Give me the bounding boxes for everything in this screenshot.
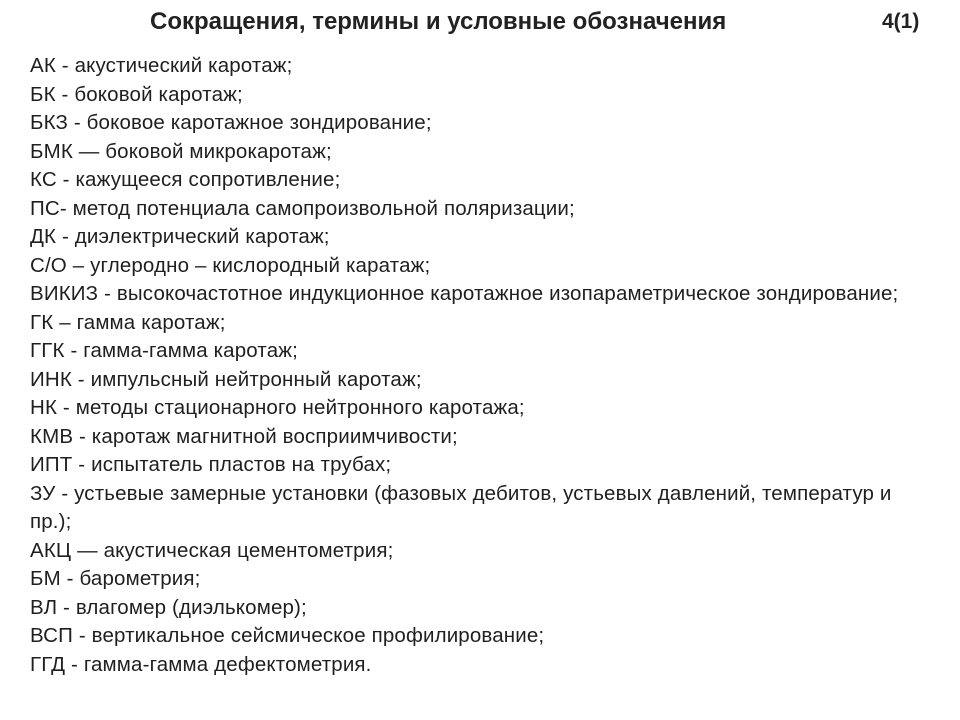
term-ak: АК - акустический каротаж; xyxy=(30,54,293,77)
page-number: 4(1) xyxy=(882,10,920,33)
term-ggk: ГГК - гамма-гамма каротаж; xyxy=(30,339,298,362)
term-bkz: БКЗ - боковое каротажное зондирование; xyxy=(30,111,432,134)
term-ps: ПС- метод потенциала самопроизвольной поляризации; xyxy=(30,196,575,220)
term-bmk: БМК — боковой микрокаротаж; xyxy=(30,139,332,163)
term-dk: ДК - диэлектрический каротаж; xyxy=(30,225,330,248)
term-nk: НК - методы стационарного нейтронного каротажа; xyxy=(30,396,525,419)
term-vikiz: ВИКИЗ - высокочастотное индукционное каротажное изопараметрическое зондирование; xyxy=(30,282,899,305)
term-bm: БМ - барометрия; xyxy=(30,567,201,590)
term-kmv: КМВ - каротаж магнитной восприимчивости; xyxy=(30,424,458,448)
term-vsp: ВСП - вертикальное сейсмическое профилирование; xyxy=(30,624,545,647)
term-ink: ИНК - импульсный нейтронный каротаж; xyxy=(30,367,422,391)
term-zu: ЗУ - устьевые замерные установки (фазовых дебитов, устьевых давлений, температур и пр.); xyxy=(30,481,892,533)
term-ipt: ИПТ - испытатель пластов на трубах; xyxy=(30,453,392,476)
term-akc: АКЦ — акустическая цементометрия; xyxy=(30,538,394,562)
term-bk: БК - боковой каротаж; xyxy=(30,82,243,106)
slide-title: Сокращения, термины и условные обозначения xyxy=(150,8,727,35)
terms-list xyxy=(30,52,930,679)
term-vl: ВЛ - влагомер (диэлькомер); xyxy=(30,595,307,619)
term-ggd: ГГД - гамма-гамма дефектометрия. xyxy=(30,652,372,676)
term-gk: ГК – гамма каротаж; xyxy=(30,310,226,334)
term-co: С/О – углеродно – кислородный каратаж; xyxy=(30,253,431,277)
term-ks: КС - кажущееся сопротивление; xyxy=(30,168,341,191)
